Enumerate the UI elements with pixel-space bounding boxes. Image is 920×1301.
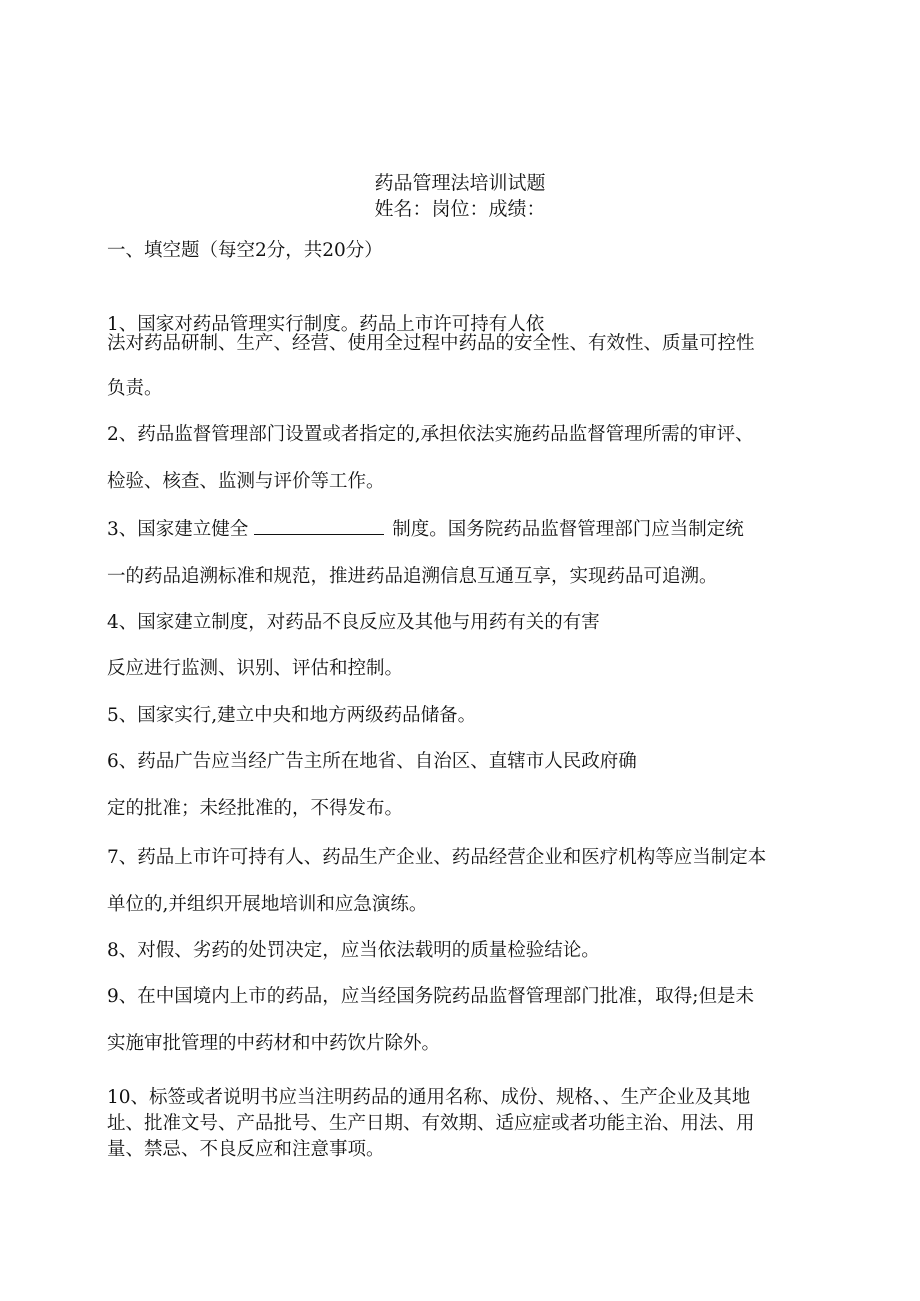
question-8-line-1: 8、对假、劣药的处罚决定，应当依法载明的质量检验结论。	[107, 940, 600, 961]
question-3-line-2: 一的药品追溯标准和规范，推进药品追溯信息互通互享，实现药品可追溯。	[107, 566, 718, 587]
question-4-line-1: 4、国家建立制度，对药品不良反应及其他与用药有关的有害	[107, 612, 600, 633]
question-1-line-3: 负责。	[107, 378, 163, 399]
question-6-line-1: 6、药品广告应当经广告主所在地省、自治区、直辖市人民政府确	[107, 751, 637, 772]
exam-title: 药品管理法培训试题	[374, 172, 546, 194]
question-7-line-2: 单位的,并组织开展地培训和应急演练。	[107, 894, 428, 915]
question-2-line-1: 2、药品监督管理部门设置或者指定的,承担依法实施药品监督管理所需的审评、	[107, 424, 754, 445]
question-7-line-1: 7、药品上市许可持有人、药品生产企业、药品经营企业和医疗机构等应当制定本	[107, 847, 767, 868]
question-1-line-1: 1、国家对药品管理实行制度。药品上市许可持有人依	[107, 314, 545, 335]
question-3-line-1	[107, 518, 744, 541]
question-3-text-after: 制度。国务院药品监督管理部门应当制定统	[392, 519, 744, 540]
student-info-line: 姓名：岗位：成绩：	[374, 198, 546, 220]
question-2-line-2: 检验、核查、监测与评价等工作。	[107, 471, 385, 492]
question-10-line-2: 址、批准文号、产品批号、生产日期、有效期、适应症或者功能主治、用法、用	[107, 1113, 755, 1134]
question-10-line-3: 量、禁忌、不良反应和注意事项。	[107, 1139, 385, 1160]
question-1-line-2: 法对药品研制、生产、经营、使用全过程中药品的安全性、有效性、质量可控性	[107, 333, 755, 354]
question-3-text-before: 3、国家建立健全	[107, 519, 249, 540]
question-9-line-2: 实施审批管理的中药材和中药饮片除外。	[107, 1033, 441, 1054]
question-5-line-1: 5、国家实行,建立中央和地方两级药品储备。	[107, 705, 477, 726]
question-4-line-2: 反应进行监测、识别、评估和控制。	[107, 658, 404, 679]
question-6-line-2: 定的批准；未经批准的，不得发布。	[107, 798, 404, 819]
question-9-line-1: 9、在中国境内上市的药品，应当经国务院药品监督管理部门批准，取得;但是未	[107, 986, 755, 1007]
answer-blank	[254, 518, 384, 535]
section-heading: 一、填空题（每空2分，共20分）	[107, 240, 383, 261]
question-10-line-1: 10、标签或者说明书应当注明药品的通用名称、成份、规格、、生产企业及其地	[107, 1087, 751, 1108]
